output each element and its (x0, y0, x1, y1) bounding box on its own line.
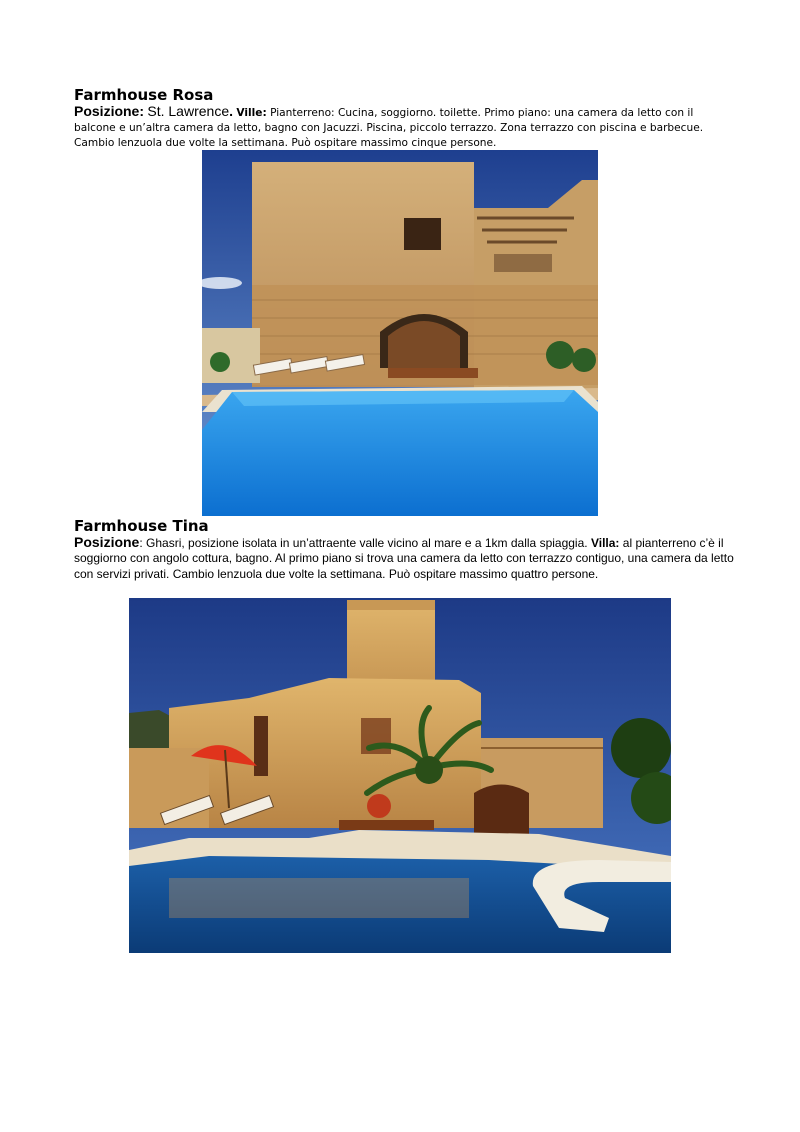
listing-title-tina: Farmhouse Tina (74, 517, 209, 535)
separator: . (229, 103, 233, 119)
listing-description-rosa (74, 104, 734, 152)
position-label: Posizione: (74, 103, 145, 119)
farmhouse-rosa-photo (202, 150, 598, 516)
position-value: St. Lawrence (147, 103, 230, 119)
description-text: Pianterreno: Cucina, soggiorno. toilette. Primo piano: una camera da letto con il balcone e un’altra camera da letto, bagno con Jacuzzi. Piscina, piccolo terrazzo. Zona terrazzo con piscina e barbecue. Cambio lenzuola due volte la settimana. Può ospitare massimo cinque persone. (74, 107, 704, 150)
listing-description-tina (74, 535, 734, 582)
listing-title-rosa: Farmhouse Rosa (74, 86, 214, 104)
position-label: Posizione (74, 534, 140, 550)
farmhouse-tina-photo (129, 598, 671, 953)
villa-label: Villa: (590, 536, 620, 550)
position-value: : Ghasri, posizione isolata in un’attraente valle vicino al mare e a 1km dalla spiaggia. (139, 536, 588, 550)
description-text: al pianterreno c’è il soggiorno con angolo cottura, bagno. Al primo piano si trova una camera da letto con terrazzo contiguo, una camera da letto con servizi privati. Cambio lenzuola due volte la settimana. Può ospitare massimo quattro persone. (74, 536, 734, 581)
villa-label: Ville: (236, 107, 267, 119)
